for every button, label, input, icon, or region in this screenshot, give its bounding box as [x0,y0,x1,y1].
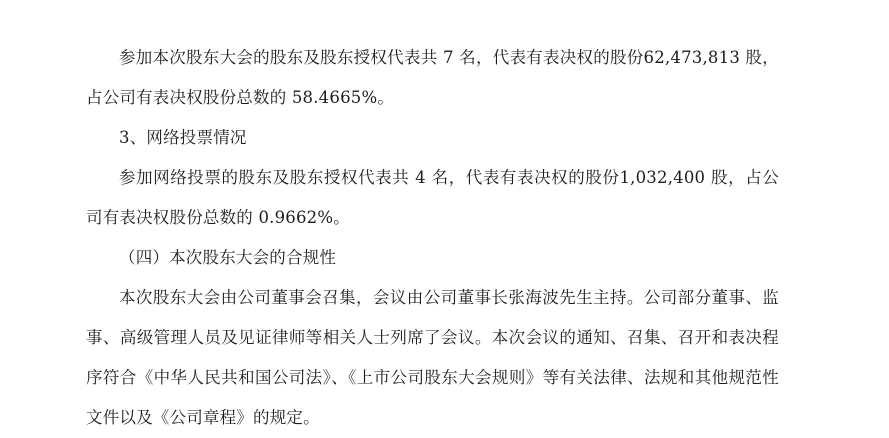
paragraph-section-heading-network-vote: 3、网络投票情况 [119,128,247,147]
document-body [86,38,779,438]
paragraph-attendance-network: 参加网络投票的股东及股东授权代表共 4 名，代表有表决权的股份1,032,400 股，占公司有表决权股份总数的 0.9662%。 [86,168,779,227]
paragraph-compliance-body: 本次股东大会由公司董事会召集，会议由公司董事长张海波先生主持。公司部分董事、监事、高级管理人员及见证律师等相关人士列席了会议。本次会议的通知、召集、召开和表决程序符合《中华人民共和国公司法》、《上市公司股东大会规则》等有关法律、法规和其他规范性文件以及《公司章程》的规定。 [86,288,779,427]
paragraph-attendance-onsite: 参加本次股东大会的股东及股东授权代表共 7 名，代表有表决权的股份62,473,813 股，占公司有表决权股份总数的 58.4665%。 [86,48,779,107]
paragraph-section-heading-compliance: （四）本次股东大会的合规性 [119,248,337,267]
